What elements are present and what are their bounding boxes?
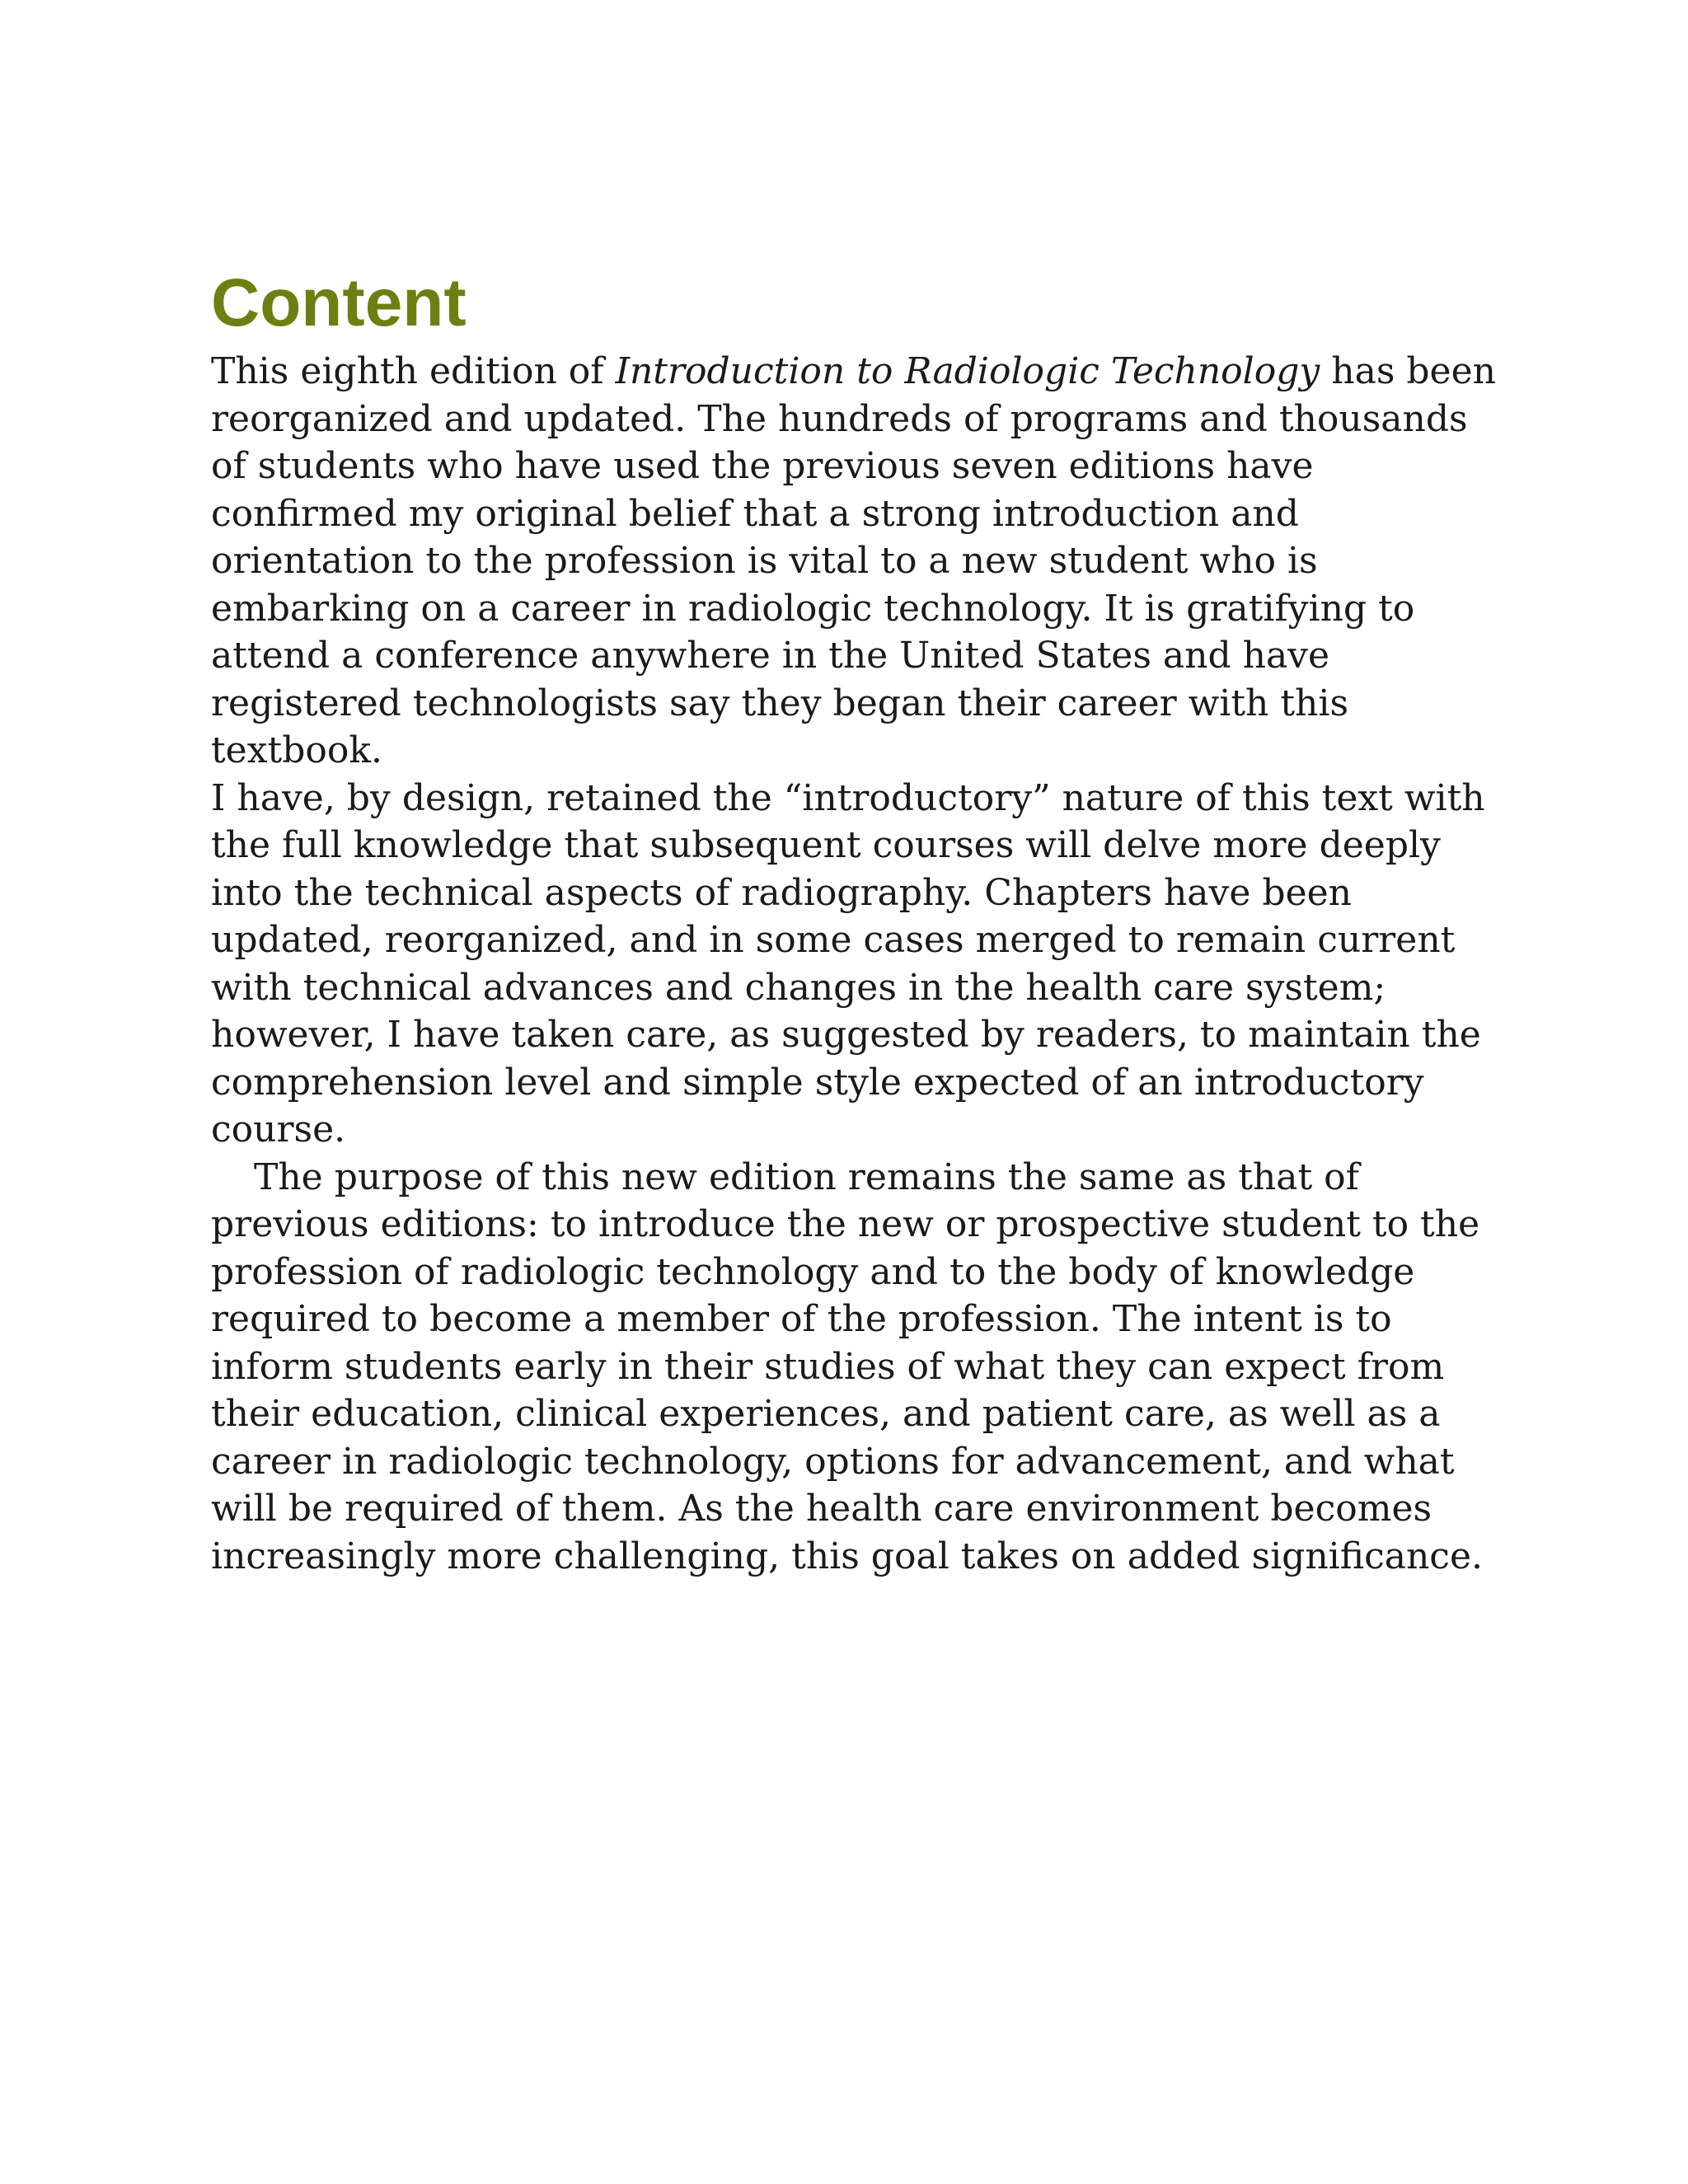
paragraph-line: with technical advances and changes in the health care system; bbox=[211, 966, 1386, 1009]
paragraph-line: comprehension level and simple style expected of an introductory bbox=[211, 1061, 1424, 1104]
paragraph-line: required to become a member of the profession. The intent is to bbox=[211, 1298, 1392, 1340]
paragraph-line: registered technologists say they began their career with this bbox=[211, 682, 1349, 724]
paragraph-line: will be required of them. As the health care environment becomes bbox=[211, 1488, 1432, 1530]
paragraph-line: their education, clinical experiences, and patient care, as well as a bbox=[211, 1393, 1441, 1435]
paragraph-line: reorganized and updated. The hundreds of programs and thousands bbox=[211, 397, 1468, 440]
paragraph-line: however, I have taken care, as suggested by readers, to maintain the bbox=[211, 1014, 1481, 1056]
paragraph-line: orientation to the profession is vital to a new student who is bbox=[211, 540, 1318, 582]
paragraph-line: previous editions: to introduce the new or prospective student to the bbox=[211, 1203, 1480, 1245]
text-run: This eighth edition of bbox=[211, 350, 616, 392]
paragraph-1 bbox=[211, 348, 1497, 775]
paragraph-3 bbox=[211, 1154, 1497, 1581]
section-heading: Content bbox=[211, 265, 467, 340]
paragraph-line: embarking on a career in radiologic technology. It is gratifying to bbox=[211, 587, 1415, 630]
book-title: Introduction to Radiologic Technology bbox=[615, 350, 1320, 392]
paragraph-line: of students who have used the previous seven editions have bbox=[211, 445, 1314, 487]
paragraph-2 bbox=[211, 775, 1497, 1154]
content-section bbox=[211, 264, 1497, 1580]
body-text bbox=[211, 348, 1497, 1580]
paragraph-line: profession of radiologic technology and to the body of knowledge bbox=[211, 1250, 1415, 1293]
paragraph-line: course. bbox=[211, 1108, 346, 1151]
paragraph-line: confirmed my original belief that a strong introduction and bbox=[211, 492, 1299, 535]
paragraph-line: attend a conference anywhere in the United States and have bbox=[211, 635, 1330, 677]
paragraph-line: increasingly more challenging, this goal takes on added significance. bbox=[211, 1535, 1483, 1577]
paragraph-line: into the technical aspects of radiography. Chapters have been bbox=[211, 871, 1353, 914]
paragraph-line: I have, by design, retained the “introductory” nature of this text with bbox=[211, 776, 1485, 819]
paragraph-line bbox=[211, 348, 1497, 396]
paragraph-line: textbook. bbox=[211, 729, 383, 771]
paragraph-line: career in radiologic technology, options for advancement, and what bbox=[211, 1440, 1455, 1483]
paragraph-line: the full knowledge that subsequent courses will delve more deeply bbox=[211, 824, 1441, 866]
paragraph-line: The purpose of this new edition remains the same as that of bbox=[254, 1155, 1359, 1198]
paragraph-line: inform students early in their studies of what they can expect from bbox=[211, 1345, 1445, 1388]
text-run: has been bbox=[1320, 350, 1496, 392]
paragraph-line: updated, reorganized, and in some cases merged to remain current bbox=[211, 919, 1456, 961]
